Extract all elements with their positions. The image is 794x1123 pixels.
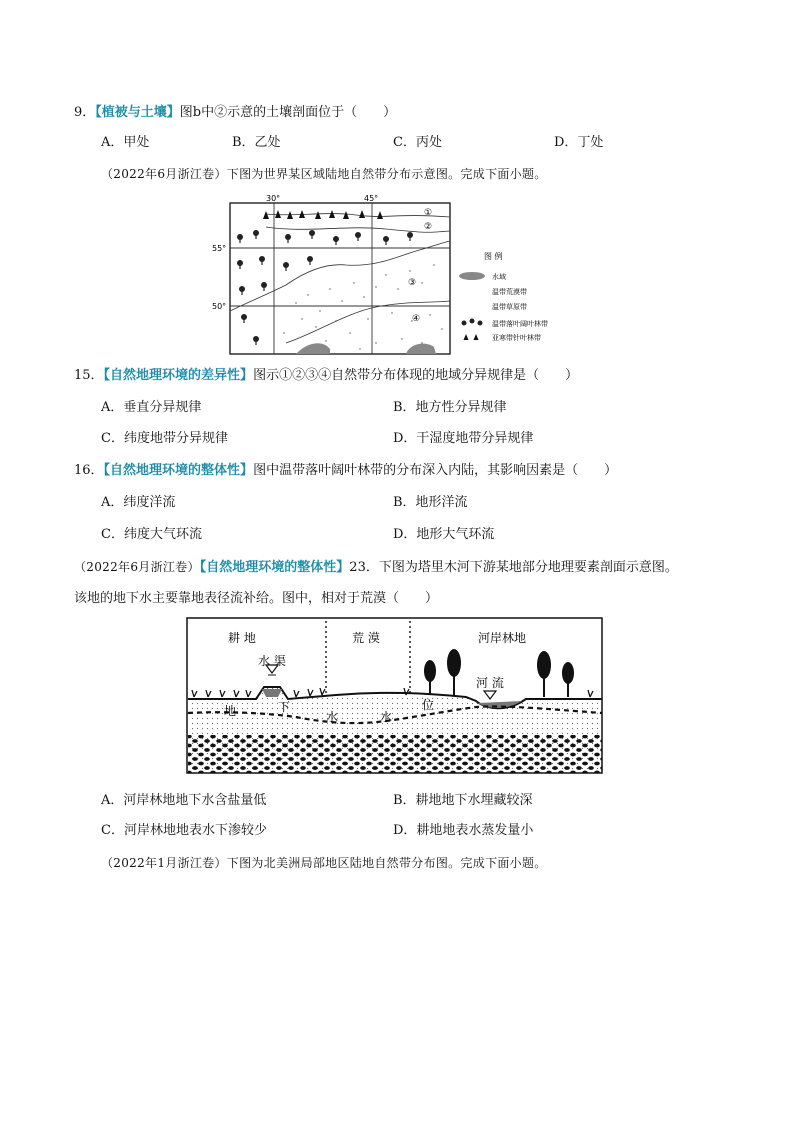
lat-label-50: 50° [212, 302, 227, 311]
legend-water: 水域 [492, 273, 506, 281]
gravel-layer [188, 735, 602, 773]
label-desert: 荒 漠 [352, 631, 380, 645]
lon-label-30: 30° [266, 194, 281, 203]
q9-tag: 【植被与土壤】 [95, 105, 180, 120]
label-water-table-4: 水 [380, 710, 393, 724]
q23-option-d: D．耕地地表水蒸发量小 [393, 823, 534, 838]
legend-title: 图 例 [484, 252, 503, 261]
legend-broadleaf: 温带落叶阔叶林带 [492, 320, 548, 328]
label-water-table-1: 地 [224, 704, 237, 718]
lon-label-45: 45° [364, 194, 379, 203]
q9-number: 9． [74, 105, 96, 120]
natural-zone-map [212, 193, 586, 358]
q16-stem [74, 462, 617, 480]
q16-option-d: D．地形大气环流 [393, 527, 495, 542]
label-water-table-5: 位 [422, 698, 435, 712]
legend-swatch-water [459, 272, 485, 280]
q9-option-a: A．甲处 [101, 135, 150, 150]
q16-text: 图中温带落叶阔叶林带的分布深入内陆，其影响因素是（ ） [253, 463, 618, 478]
q16-tag: 【自然地理环境的整体性】 [103, 463, 254, 478]
q16-option-a: A．纬度洋流 [101, 495, 176, 510]
q23-option-b: B．耕地地下水埋藏较深 [393, 793, 533, 808]
q16-number: 16． [74, 463, 104, 478]
q16-option-c: C．纬度大气环流 [101, 527, 202, 542]
label-water-table-2: 下 [278, 700, 291, 714]
legend-conifer: 亚寒带针叶林带 [492, 334, 541, 342]
q9-text: 图b中②示意的土壤剖面位于（ ） [179, 105, 397, 120]
q9-option-c: C．丙处 [393, 135, 442, 150]
q15-tag: 【自然地理环境的差异性】 [103, 368, 254, 383]
legend-swatch-broadleaf [462, 319, 483, 326]
q15-option-d: D．干湿度地带分异规律 [393, 431, 534, 446]
label-farmland: 耕 地 [228, 631, 256, 645]
lat-label-55: 55° [212, 244, 227, 253]
zone-label-3: ③ [408, 278, 417, 288]
groundwater-cross-section [186, 617, 604, 775]
legend-desert: 温带荒漠带 [492, 288, 527, 296]
q15-option-c: C．纬度地带分异规律 [101, 431, 228, 446]
source-note-1: （2022年6月浙江卷）下图为世界某区域陆地自然带分布示意图。完成下面小题。 [101, 167, 547, 181]
label-canal: 水 渠 [258, 654, 286, 668]
legend-swatch-conifer [464, 334, 479, 340]
map-frame [230, 203, 450, 354]
q23-option-c: C．河岸林地地表水下渗较少 [101, 823, 267, 838]
q15-option-b: B．地方性分异规律 [393, 400, 507, 415]
q23-text1: 23．下图为塔里木河下游某地部分地理要素剖面示意图。 [349, 560, 678, 575]
q15-stem [74, 367, 578, 385]
q15-option-a: A．垂直分异规律 [101, 400, 202, 415]
q23-source: （2022年6月浙江卷） [74, 560, 200, 574]
q16-option-b: B．地形洋流 [393, 495, 468, 510]
q23-stem-line1 [74, 558, 678, 577]
label-river: 河 流 [476, 676, 504, 690]
legend-steppe: 温带草原带 [492, 303, 527, 311]
label-water-table-3: 水 [326, 710, 339, 724]
zone-label-2: ② [424, 222, 433, 232]
q9-option-d: D．丁处 [554, 135, 604, 150]
q23-tag: 【自然地理环境的整体性】 [199, 560, 350, 575]
q15-number: 15． [74, 368, 104, 383]
q23-stem-line2: 该地的地下水主要靠地表径流补给。图中，相对于荒漠（ ） [74, 591, 439, 606]
q15-text: 图示①②③④自然带分布体现的地域分异规律是（ ） [253, 368, 579, 383]
zone-label-4: ④ [412, 314, 421, 324]
source-note-2: （2022年1月浙江卷）下图为北美洲局部地区陆地自然带分布图。完成下面小题。 [101, 856, 547, 870]
zone-label-1: ① [424, 208, 433, 218]
q9-stem [74, 104, 396, 122]
label-riparian-forest: 河岸林地 [478, 631, 527, 645]
q23-option-a: A．河岸林地地下水含盐量低 [101, 793, 267, 808]
q9-option-b: B．乙处 [232, 135, 281, 150]
